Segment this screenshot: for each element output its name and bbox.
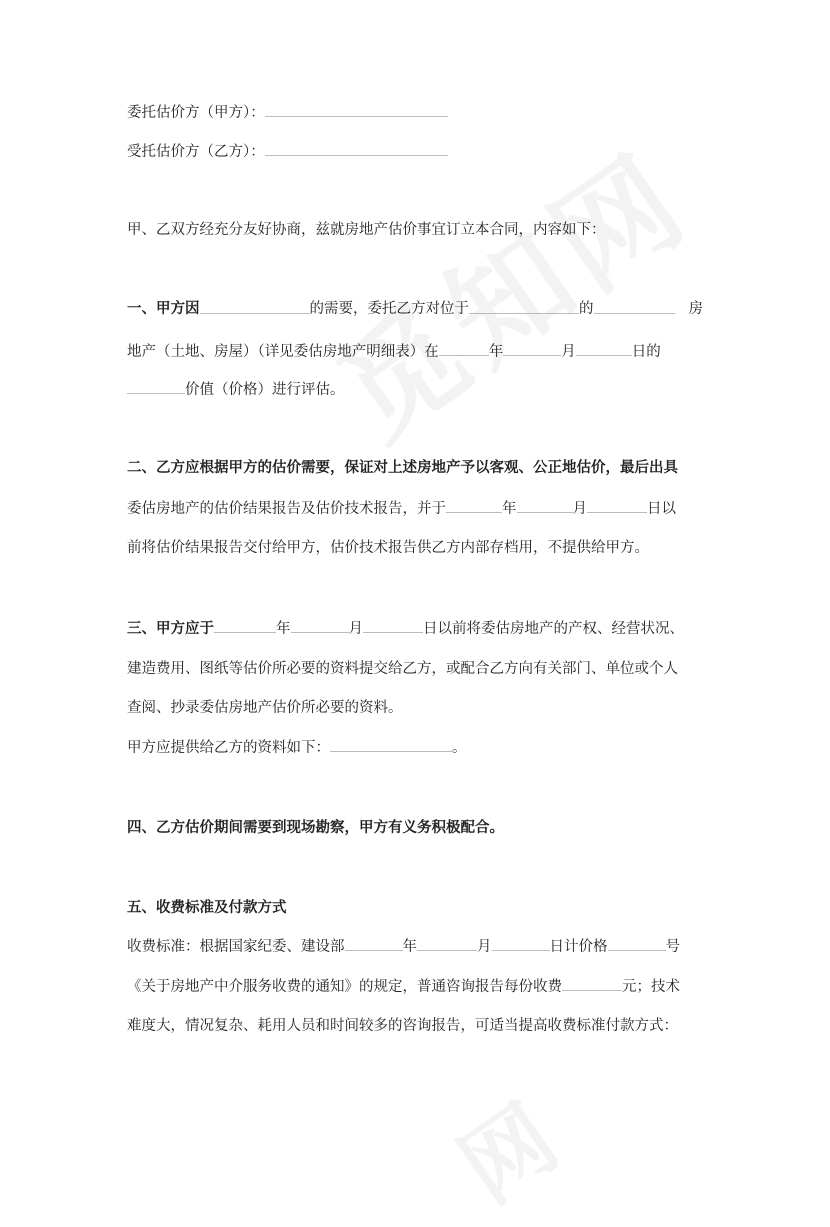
s5-doc-number-blank[interactable] [608, 936, 666, 951]
s5-month-blank[interactable] [417, 936, 477, 951]
s1-day-blank[interactable] [576, 341, 632, 356]
section3-line2: 建造费用、图纸等估价所必要的资料提交给乙方，或配合乙方向有关部门、单位或个人 [127, 661, 678, 677]
client-line [127, 102, 448, 123]
s1-year-blank[interactable] [439, 341, 489, 356]
section5-line2 [127, 976, 680, 997]
s3-year-label: 年 [276, 621, 291, 637]
s1-year-label: 年 [488, 344, 504, 360]
watermark-bottom [430, 1068, 578, 1226]
appraiser-blank[interactable] [265, 141, 448, 156]
s1-text-b: 的需要，委托乙方对位于 [309, 301, 469, 317]
section2-line3: 前将估价结果报告交付给甲方，估价技术报告供乙方内部存档用，不提供给甲方。 [127, 540, 649, 556]
section1-line1 [127, 299, 703, 319]
s1-location-blank[interactable] [469, 299, 579, 314]
s2-year-label: 年 [502, 501, 517, 517]
s2-text-a: 委估房地产的估价结果报告及估价技术报告，并于 [127, 501, 446, 517]
s5-text-c: 元；技术 [622, 979, 680, 995]
s3-period: 。 [452, 740, 467, 756]
s3-text-d: 日以前将委估房地产的产权、经营状况、 [423, 621, 684, 637]
s1-purpose-blank[interactable] [200, 299, 310, 314]
section2-line1 [127, 458, 678, 478]
s5-year-blank[interactable] [345, 936, 403, 951]
s3-month-label: 月 [348, 621, 363, 637]
intro-paragraph: 甲、乙双方经充分友好协商，兹就房地产估价事宜订立本合同，内容如下： [127, 222, 606, 238]
s5-text-a: 收费标准：根据国家纪委、建设部 [127, 939, 345, 955]
s5-price-label: 日计价格 [549, 939, 608, 955]
section3-line1 [127, 618, 684, 639]
s5-number-label: 号 [665, 939, 680, 955]
s1-value-type-blank[interactable] [127, 379, 185, 394]
section3-line3: 查阅、抄录委估房地产估价所必要的资料。 [127, 700, 403, 716]
s3-materials-label: 甲方应提供给乙方的资料如下： [127, 740, 330, 756]
appraiser-line [127, 141, 448, 162]
s3-year-blank[interactable] [214, 618, 276, 633]
s1-text-d: 房 [688, 301, 703, 317]
s1-day-label: 日的 [631, 344, 661, 360]
s1-property-blank[interactable] [594, 299, 675, 314]
section5-line1 [127, 936, 680, 957]
section2-line2 [127, 498, 676, 519]
section1-line3 [127, 379, 345, 400]
s2-day-blank[interactable] [587, 498, 647, 513]
s1-text-i: 价值（价格）进行评估。 [185, 382, 345, 398]
s2-month-label: 月 [572, 501, 587, 517]
s5-day-blank[interactable] [492, 936, 550, 951]
s2-day-label: 日以 [647, 501, 676, 517]
s5-text-b: 《关于房地产中介服务收费的通知》的规定，普通咨询报告每份收费 [127, 979, 562, 995]
client-blank[interactable] [265, 102, 448, 117]
section1-line2 [127, 341, 661, 362]
section2-heading: 二、乙方应根据甲方的估价需要，保证对上述房地产予以客观、公正地估价，最后出具 [127, 459, 678, 476]
s5-month-label: 月 [477, 939, 492, 955]
s5-year-label: 年 [402, 939, 417, 955]
section1-heading: 一、甲方因 [127, 300, 200, 317]
s1-text-c: 的 [579, 301, 594, 317]
s3-day-blank[interactable] [363, 618, 423, 633]
s5-fee-blank[interactable] [562, 976, 622, 991]
s1-month-blank[interactable] [503, 341, 561, 356]
s1-month-label: 月 [561, 344, 576, 360]
s2-year-blank[interactable] [446, 498, 502, 513]
section3-line4 [127, 737, 467, 758]
s1-text-e: 地产（土地、房屋）（详见委估房地产明细表）在 [127, 344, 439, 360]
section4-line [127, 818, 504, 838]
client-label: 委托估价方（甲方）： [127, 105, 265, 121]
appraiser-label: 受托估价方（乙方）： [127, 144, 265, 160]
section4-heading: 四、乙方估价期间需要到现场勘察，甲方有义务积极配合。 [127, 819, 504, 836]
section5-line3: 难度大，情况复杂、耗用人员和时间较多的咨询报告，可适当提高收费标准付款方式： [127, 1018, 678, 1034]
s3-month-blank[interactable] [291, 618, 349, 633]
section5-title: 五、收费标准及付款方式 [127, 899, 287, 916]
section3-heading: 三、甲方应于 [127, 620, 214, 637]
s2-month-blank[interactable] [517, 498, 573, 513]
s3-materials-blank[interactable] [330, 737, 452, 752]
